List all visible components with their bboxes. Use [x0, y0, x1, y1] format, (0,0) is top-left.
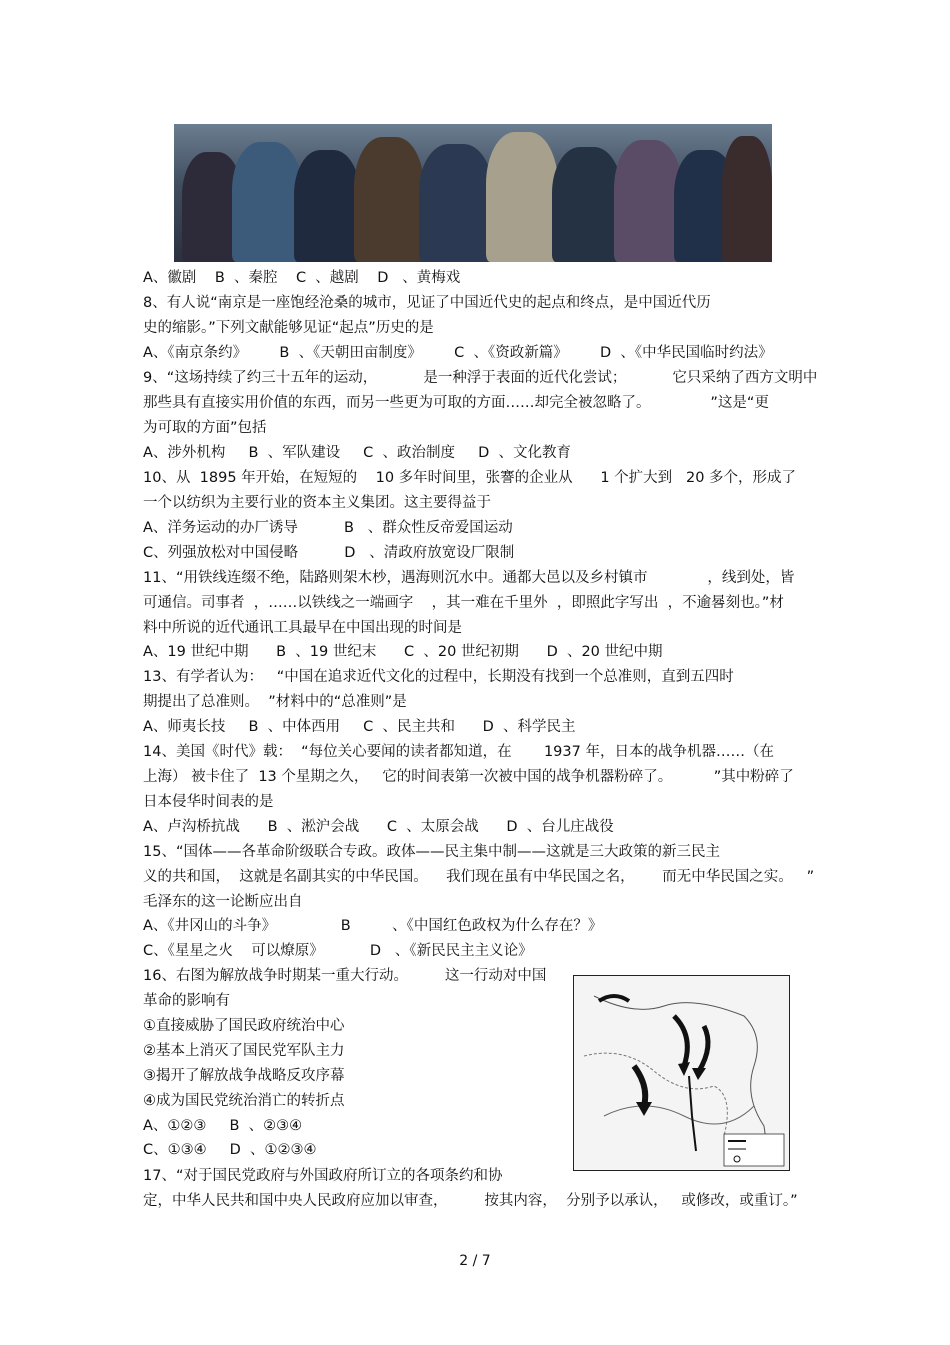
q8-options: A、《南京条约》 B 、《天朝田亩制度》 C 、《资政新篇》 D 、《中华民国临时约法》 [143, 345, 773, 361]
q10-line-2: 一个以纺织为主要行业的资本主义集团。这主要得益于 [143, 495, 491, 511]
opera-figures-image [174, 124, 772, 262]
q10-line-1: 10、从 1895 年开始，在短短的 10 多年时间里，张謇的企业从 1 个扩大到 20 多个，形成了 [143, 470, 797, 486]
q11-line-3: 料中所说的近代通讯工具最早在中国出现的时间是 [143, 620, 462, 636]
q9-line-2: 那些具有直接实用价值的东西，而另一些更为可取的方面……却完全被忽略了。 ”这是“更 [143, 395, 769, 411]
page-number: 2 / 7 [459, 1253, 491, 1269]
q16-statement-3: ③揭开了解放战争战略反攻序幕 [143, 1068, 345, 1084]
q13-options: A、师夷长技 B 、中体西用 C 、民主共和 D 、科学民主 [143, 719, 576, 735]
q16-line-2: 革命的影响有 [143, 993, 230, 1009]
map-drawing [574, 976, 789, 1170]
q16-option-ab: A、①②③ B 、②③④ [143, 1118, 303, 1134]
q16-statement-4: ④成为国民党统治消亡的转折点 [143, 1093, 345, 1109]
q8-line-2: 史的缩影。”下列文献能够见证“起点”历史的是 [143, 320, 434, 336]
q16-line-1: 16、右图为解放战争时期某一重大行动。 这一行动对中国 [143, 968, 547, 984]
q8-line-1: 8、有人说“南京是一座饱经沧桑的城市，见证了中国近代史的起点和终点，是中国近代历 [143, 295, 711, 311]
q11-options: A、19 世纪中期 B 、19 世纪末 C 、20 世纪初期 D 、20 世纪中期 [143, 644, 663, 660]
q13-line-2: 期提出了总准则。 ”材料中的“总准则”是 [143, 694, 407, 710]
q14-line-2: 上海） 被卡住了 13 个星期之久， 它的时间表第一次被中国的战争机器粉碎了。 ”其中粉碎了 [143, 769, 794, 785]
q13-line-1: 13、有学者认为： “中国在追求近代文化的过程中，长期没有找到一个总准则，直到五四时 [143, 669, 734, 685]
q11-line-2: 可通信。司事者 ，……以铁线之一端画字 ，其一难在千里外 ，即照此字写出 ，不逾晷刻也。”材 [143, 595, 784, 611]
q15-line-3: 毛泽东的这一论断应出自 [143, 894, 303, 910]
q11-line-1: 11、“用铁线连缀不绝，陆路则架木杪，遇海则沉水中。通都大邑以及乡村镇市 ，线到处，皆 [143, 570, 795, 586]
q15-option-cd: C、《星星之火 可以燎原》 D 、《新民民主主义论》 [143, 943, 533, 959]
q16-statement-2: ②基本上消灭了国民党军队主力 [143, 1043, 345, 1059]
q7-options: A、徽剧 B 、秦腔 C 、越剧 D 、黄梅戏 [143, 270, 461, 286]
q14-options: A、卢沟桥抗战 B 、淞沪会战 C 、太原会战 D 、台儿庄战役 [143, 819, 614, 835]
q9-options: A、涉外机构 B 、军队建设 C 、政治制度 D 、文化教育 [143, 445, 571, 461]
q15-line-1: 15、“国体——各革命阶级联合专政。政体——民主集中制——这就是三大政策的新三民主 [143, 844, 720, 860]
q15-option-ab: A、《井冈山的斗争》 B 、《中国红色政权为什么存在？》 [143, 918, 603, 934]
q9-line-1: 9、“这场持续了约三十五年的运动， 是一种浮于表面的近代化尝试； 它只采纳了西方文明中 [143, 370, 818, 386]
q15-line-2: 义的共和国， 这就是名副其实的中华民国。 我们现在虽有中华民国之名， 而无中华民国之实。 ” [143, 869, 815, 885]
q16-statement-1: ①直接威胁了国民政府统治中心 [143, 1018, 345, 1034]
q16-option-cd: C、①③④ D 、①②③④ [143, 1142, 317, 1158]
q14-line-1: 14、美国《时代》载： “每位关心要闻的读者都知道，在 1937 年，日本的战争机器……（在 [143, 744, 774, 760]
q10-option-cd: C、列强放松对中国侵略 D 、清政府放宽设厂限制 [143, 545, 515, 561]
q10-option-ab: A、洋务运动的办厂诱导 B 、群众性反帝爱国运动 [143, 520, 513, 536]
q17-line-1: 17、“对于国民党政府与外国政府所订立的各项条约和协 [143, 1168, 503, 1184]
q17-line-2: 定，中华人民共和国中央人民政府应加以审查， 按其内容， 分别予以承认， 或修改，或重订。” [143, 1193, 798, 1209]
liberation-war-map-image [573, 975, 790, 1171]
q9-line-3: 为可取的方面”包括 [143, 420, 267, 436]
q14-line-3: 日本侵华时间表的是 [143, 794, 274, 810]
